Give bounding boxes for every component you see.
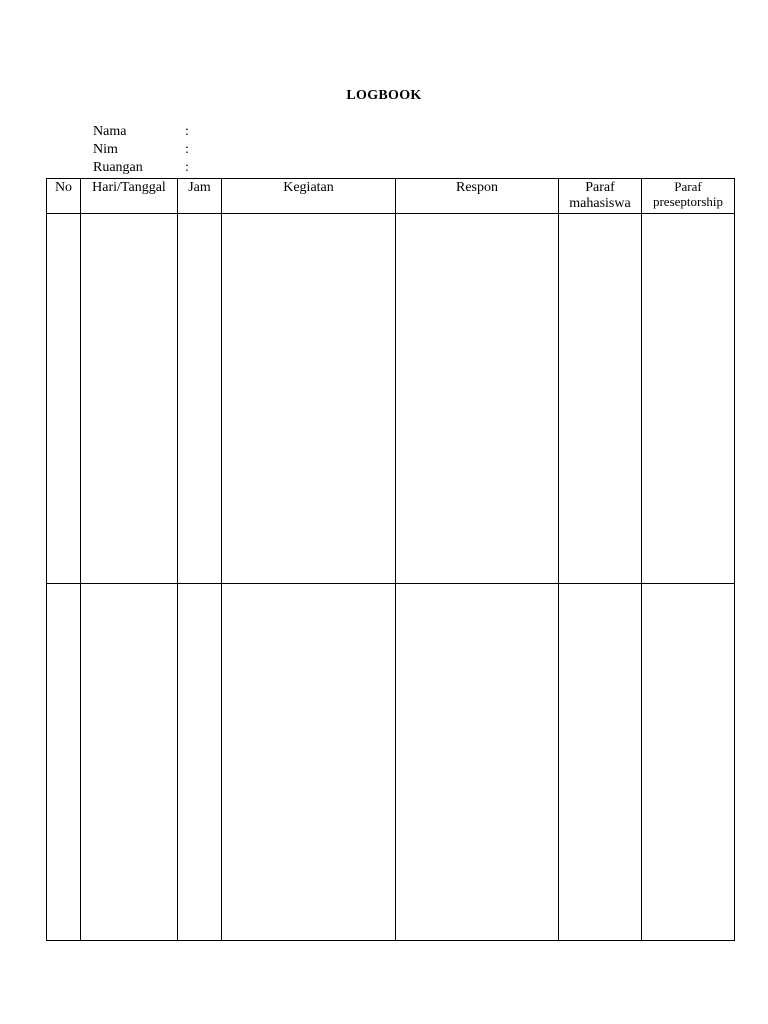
info-row-nama (93, 123, 189, 141)
column-header-kegiatan: Kegiatan (222, 179, 396, 214)
table-cell[interactable] (178, 584, 222, 941)
column-header-no: No (47, 179, 81, 214)
field-label-nim: Nim (93, 142, 118, 157)
field-label-ruangan: Ruangan (93, 160, 143, 175)
table-cell[interactable] (178, 214, 222, 584)
table-cell[interactable] (396, 214, 559, 584)
field-separator: : (185, 160, 189, 175)
column-header-paraf-preseptorship: Paraf preseptorship (642, 179, 735, 214)
column-header-paraf-mahasiswa: Paraf mahasiswa (559, 179, 642, 214)
field-separator: : (185, 124, 189, 139)
table-cell[interactable] (47, 214, 81, 584)
info-row-ruangan (93, 159, 189, 177)
table-cell[interactable] (81, 584, 178, 941)
table-row (47, 214, 735, 584)
column-header-respon: Respon (396, 179, 559, 214)
logbook-table (46, 178, 735, 941)
table-cell[interactable] (559, 584, 642, 941)
table-cell[interactable] (642, 214, 735, 584)
table-cell[interactable] (222, 584, 396, 941)
table-cell[interactable] (222, 214, 396, 584)
field-separator: : (185, 142, 189, 157)
field-label-nama: Nama (93, 124, 127, 139)
table-cell[interactable] (559, 214, 642, 584)
column-header-jam: Jam (178, 179, 222, 214)
table-cell[interactable] (396, 584, 559, 941)
table-row (47, 584, 735, 941)
info-row-nim (93, 141, 189, 159)
table-header-row (47, 179, 735, 214)
table-cell[interactable] (642, 584, 735, 941)
column-header-hari-tanggal: Hari/Tanggal (81, 179, 178, 214)
table-cell[interactable] (81, 214, 178, 584)
page-title: LOGBOOK (346, 88, 422, 103)
table-cell[interactable] (47, 584, 81, 941)
